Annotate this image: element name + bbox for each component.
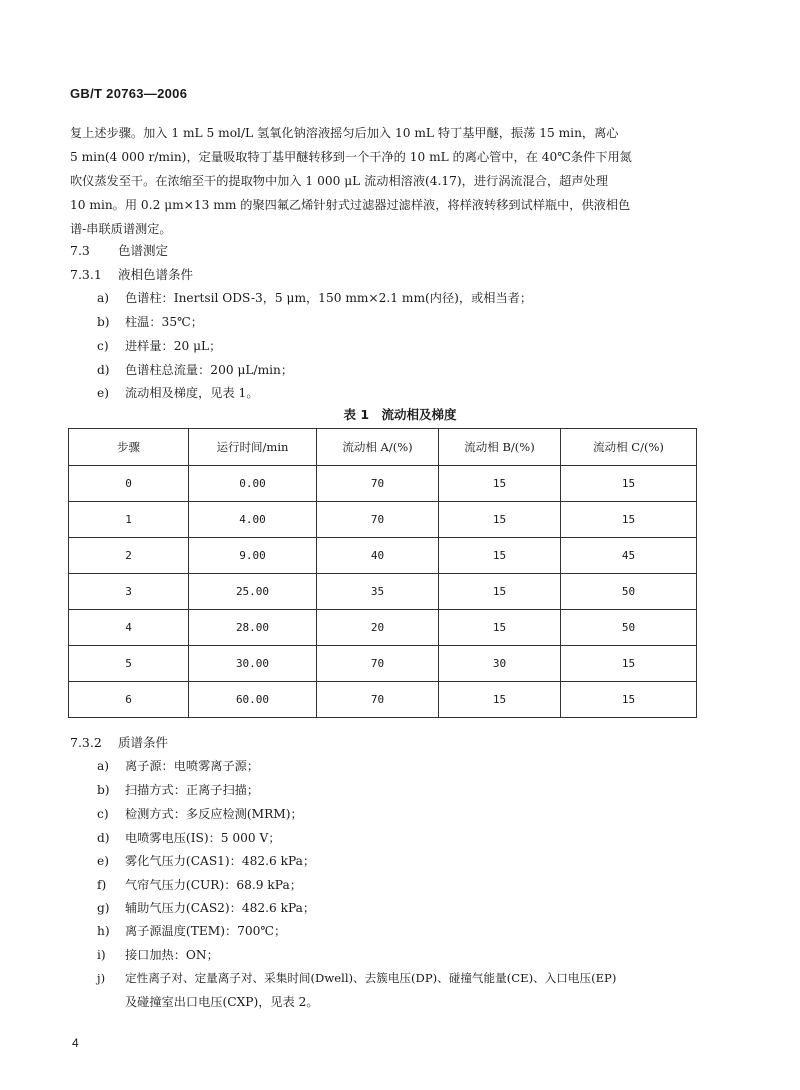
table-cell: 30 xyxy=(439,646,561,682)
table-cell: 15 xyxy=(439,502,561,538)
table-cell: 15 xyxy=(439,610,561,646)
table-caption: 表 1 流动相及梯度 xyxy=(343,407,457,422)
item-marker: d) xyxy=(97,363,110,377)
item-text: 定性离子对、定量离子对、采集时间(Dwell)、去簇电压(DP)、碰撞气能量(CE)、入口电压(EP) xyxy=(125,971,617,985)
column-header: 流动相 A/(%) xyxy=(317,429,439,466)
table-cell: 20 xyxy=(317,610,439,646)
item-text: 离子源：电喷雾离子源； xyxy=(125,759,260,773)
gradient-table xyxy=(68,428,697,718)
item-marker: e) xyxy=(97,386,109,400)
section-number: 7.3 xyxy=(70,243,90,258)
item-text: 流动相及梯度，见表 1。 xyxy=(125,386,259,400)
column-header: 运行时间/min xyxy=(189,429,317,466)
item-text: 柱温：35℃； xyxy=(125,315,203,329)
table-row xyxy=(69,466,697,502)
section-title: 色谱测定 xyxy=(118,243,169,258)
table-cell: 25.00 xyxy=(189,574,317,610)
paragraph-line: 复上述步骤。加入 1 mL 5 mol/L 氢氧化钠溶液摇匀后加入 10 mL 特丁基甲醚，振荡 15 min，离心 xyxy=(70,126,619,140)
table-row xyxy=(69,574,697,610)
item-text: 离子源温度(TEM)：700℃； xyxy=(125,924,287,938)
item-text: 检测方式：多反应检测(MRM)； xyxy=(125,807,303,821)
table-cell: 15 xyxy=(561,466,697,502)
lc-condition-item xyxy=(97,361,293,378)
table-cell: 9.00 xyxy=(189,538,317,574)
table-cell: 70 xyxy=(317,466,439,502)
section-title: 液相色谱条件 xyxy=(118,267,194,282)
item-marker: f) xyxy=(97,878,107,892)
table-cell: 5 xyxy=(69,646,189,682)
item-marker: a) xyxy=(97,291,110,305)
table-row xyxy=(69,610,697,646)
ms-condition-item xyxy=(97,805,303,822)
column-header: 流动相 B/(%) xyxy=(439,429,561,466)
item-text: 接口加热：ON； xyxy=(125,948,219,962)
paragraph-line: 吹仪蒸发至干。在浓缩至干的提取物中加入 1 000 μL 流动相溶液(4.17)，进行涡流混合，超声处理 xyxy=(70,174,608,188)
table-row xyxy=(69,538,697,574)
paragraph-line: 谱-串联质谱测定。 xyxy=(70,222,172,236)
ms-condition-item xyxy=(97,829,281,846)
lc-condition-item xyxy=(97,384,259,401)
table-cell: 40 xyxy=(317,538,439,574)
table-cell: 4.00 xyxy=(189,502,317,538)
ms-condition-item xyxy=(97,757,259,774)
column-header: 流动相 C/(%) xyxy=(561,429,697,466)
table-cell: 60.00 xyxy=(189,682,317,718)
table-cell: 4 xyxy=(69,610,189,646)
ms-condition-item xyxy=(97,946,219,963)
item-marker: i) xyxy=(97,948,106,962)
item-marker: c) xyxy=(97,807,109,821)
ms-condition-item xyxy=(97,852,315,869)
table-cell: 50 xyxy=(561,574,697,610)
item-marker: b) xyxy=(97,783,110,797)
ms-condition-item xyxy=(97,781,259,798)
table-cell: 6 xyxy=(69,682,189,718)
paragraph-line: 5 min(4 000 r/min)，定量吸取特丁基甲醚转移到一个干净的 10 mL 的离心管中，在 40℃条件下用氮 xyxy=(70,150,632,164)
table-cell: 28.00 xyxy=(189,610,317,646)
item-text: 雾化气压力(CAS1)：482.6 kPa； xyxy=(125,854,316,868)
ms-condition-item xyxy=(97,922,286,939)
table-cell: 15 xyxy=(439,538,561,574)
intro-paragraph xyxy=(70,121,710,241)
paragraph-line: 10 min。用 0.2 μm×13 mm 的聚四氟乙烯针射式过滤器过滤样液，将样液转移到试样瓶中，供液相色 xyxy=(70,198,631,212)
table-row xyxy=(69,682,697,718)
table-cell: 15 xyxy=(439,466,561,502)
item-marker: c) xyxy=(97,339,109,353)
item-text: 辅助气压力(CAS2)：482.6 kPa； xyxy=(125,901,316,915)
ms-condition-item xyxy=(97,970,616,986)
section-heading-7-3-1 xyxy=(70,265,193,283)
section-number: 7.3.2 xyxy=(70,735,102,750)
ms-condition-item xyxy=(97,876,302,893)
item-text: 电喷雾电压(IS)：5 000 V； xyxy=(125,831,281,845)
section-heading-7-3 xyxy=(70,241,168,259)
ms-condition-continuation: 及碰撞室出口电压(CXP)，见表 2。 xyxy=(125,995,319,1009)
lc-condition-item xyxy=(97,313,203,330)
item-text: 气帘气压力(CUR)：68.9 kPa； xyxy=(125,878,302,892)
table-row xyxy=(69,502,697,538)
table-cell: 15 xyxy=(561,502,697,538)
table-cell: 15 xyxy=(561,646,697,682)
table-cell: 1 xyxy=(69,502,189,538)
item-marker: g) xyxy=(97,901,110,915)
section-heading-7-3-2 xyxy=(70,733,168,751)
table-cell: 15 xyxy=(439,682,561,718)
table-cell: 70 xyxy=(317,646,439,682)
item-text: 色谱柱：Inertsil ODS-3，5 μm，150 mm×2.1 mm(内径)，或相当者； xyxy=(125,291,533,305)
table-cell: 0.00 xyxy=(189,466,317,502)
item-marker: b) xyxy=(97,315,110,329)
table-cell: 50 xyxy=(561,610,697,646)
item-marker: h) xyxy=(97,924,110,938)
lc-condition-item xyxy=(97,289,532,306)
section-number: 7.3.1 xyxy=(70,267,102,282)
table-row xyxy=(69,646,697,682)
table-cell: 2 xyxy=(69,538,189,574)
item-marker: d) xyxy=(97,831,110,845)
ms-condition-item xyxy=(97,899,315,916)
table-cell: 30.00 xyxy=(189,646,317,682)
item-text: 扫描方式：正离子扫描； xyxy=(125,783,260,797)
item-text: 色谱柱总流量：200 μL/min； xyxy=(125,363,294,377)
table-cell: 15 xyxy=(439,574,561,610)
item-marker: e) xyxy=(97,854,109,868)
table-cell: 35 xyxy=(317,574,439,610)
table-cell: 70 xyxy=(317,502,439,538)
lc-condition-item xyxy=(97,337,221,354)
table-cell: 0 xyxy=(69,466,189,502)
section-title: 质谱条件 xyxy=(118,735,169,750)
table-header-row xyxy=(69,429,697,466)
table-cell: 45 xyxy=(561,538,697,574)
item-marker: j) xyxy=(97,971,106,985)
page-number: 4 xyxy=(72,1036,79,1050)
item-text: 进样量：20 μL； xyxy=(125,339,222,353)
column-header: 步骤 xyxy=(69,429,189,466)
standard-code: GB/T 20763—2006 xyxy=(70,86,188,101)
item-marker: a) xyxy=(97,759,110,773)
table-cell: 3 xyxy=(69,574,189,610)
table-cell: 15 xyxy=(561,682,697,718)
table-cell: 70 xyxy=(317,682,439,718)
